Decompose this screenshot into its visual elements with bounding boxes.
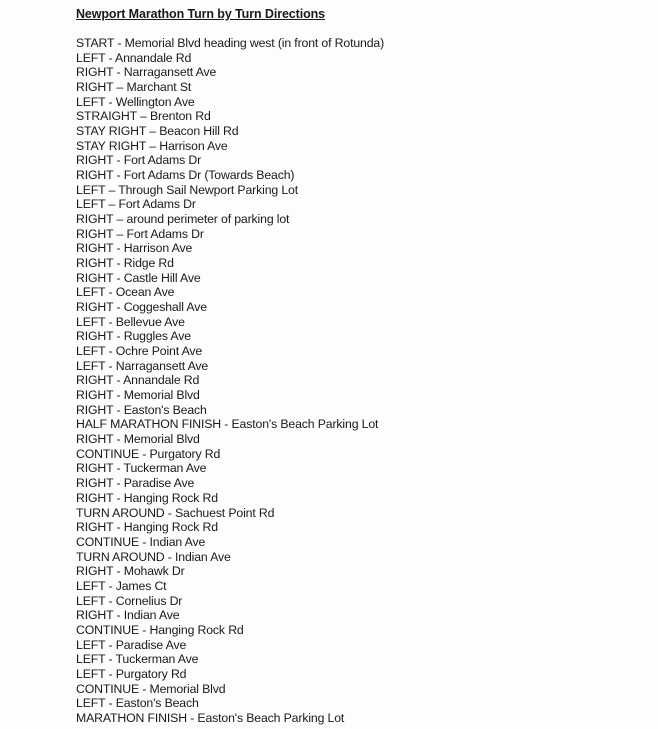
direction-step: RIGHT - Indian Ave — [76, 608, 180, 623]
direction-step: CONTINUE - Indian Ave — [76, 534, 206, 549]
direction-step: LEFT - James Ct — [76, 578, 167, 593]
direction-step: STAY RIGHT – Beacon Hill Rd — [76, 124, 239, 139]
direction-step: RIGHT - Tuckerman Ave — [76, 461, 207, 476]
direction-step: LEFT – Through Sail Newport Parking Lot — [76, 182, 298, 197]
direction-step: TURN AROUND - Sachuest Point Rd — [76, 505, 275, 520]
direction-step: STRAIGHT – Brenton Rd — [76, 109, 211, 124]
direction-step: RIGHT - Easton's Beach — [76, 402, 207, 417]
direction-step: RIGHT – Marchant St — [76, 80, 192, 95]
direction-step: LEFT - Paradise Ave — [76, 637, 187, 652]
direction-step: LEFT - Annandale Rd — [76, 50, 192, 65]
direction-step: RIGHT - Hanging Rock Rd — [76, 520, 218, 535]
direction-step: TURN AROUND - Indian Ave — [76, 549, 231, 564]
direction-step: RIGHT - Ruggles Ave — [76, 329, 191, 344]
direction-step: RIGHT - Coggeshall Ave — [76, 300, 207, 315]
direction-step: LEFT - Tuckerman Ave — [76, 652, 199, 667]
direction-step: LEFT - Ochre Point Ave — [76, 344, 203, 359]
direction-step: LEFT - Ocean Ave — [76, 285, 175, 300]
direction-step: MARATHON FINISH - Easton's Beach Parking Lot — [76, 710, 345, 725]
document-title: Newport Marathon Turn by Turn Directions — [76, 7, 326, 21]
direction-step: RIGHT - Memorial Blvd — [76, 388, 200, 403]
direction-step: LEFT - Bellevue Ave — [76, 314, 185, 329]
direction-step: RIGHT - Ridge Rd — [76, 256, 174, 271]
direction-step: LEFT - Wellington Ave — [76, 94, 195, 109]
directions-document — [76, 6, 636, 726]
direction-step: CONTINUE - Hanging Rock Rd — [76, 622, 244, 637]
direction-step: RIGHT - Annandale Rd — [76, 373, 200, 388]
direction-step: RIGHT - Castle Hill Ave — [76, 270, 201, 285]
direction-step: CONTINUE - Memorial Blvd — [76, 681, 226, 696]
direction-step: RIGHT - Harrison Ave — [76, 241, 193, 256]
direction-step: HALF MARATHON FINISH - Easton's Beach Parking Lot — [76, 417, 379, 432]
direction-step: RIGHT – around perimeter of parking lot — [76, 212, 290, 227]
direction-step: LEFT - Cornelius Dr — [76, 593, 183, 608]
direction-step: LEFT - Purgatory Rd — [76, 666, 187, 681]
direction-step: LEFT - Narragansett Ave — [76, 358, 209, 373]
direction-step: LEFT - Easton's Beach — [76, 696, 199, 711]
direction-step: RIGHT - Mohawk Dr — [76, 564, 185, 579]
directions-list — [76, 36, 636, 726]
direction-step: CONTINUE - Purgatory Rd — [76, 446, 221, 461]
direction-step: RIGHT - Hanging Rock Rd — [76, 490, 218, 505]
direction-step: RIGHT – Fort Adams Dr — [76, 226, 204, 241]
direction-step: RIGHT - Fort Adams Dr — [76, 153, 202, 168]
direction-step: START - Memorial Blvd heading west (in front of Rotunda) — [76, 36, 385, 50]
direction-step: RIGHT - Fort Adams Dr (Towards Beach) — [76, 168, 295, 183]
direction-step: RIGHT - Memorial Blvd — [76, 432, 200, 447]
direction-step: LEFT – Fort Adams Dr — [76, 197, 196, 212]
direction-step: RIGHT - Narragansett Ave — [76, 65, 217, 80]
direction-step: RIGHT - Paradise Ave — [76, 476, 195, 491]
direction-step: STAY RIGHT – Harrison Ave — [76, 138, 228, 153]
